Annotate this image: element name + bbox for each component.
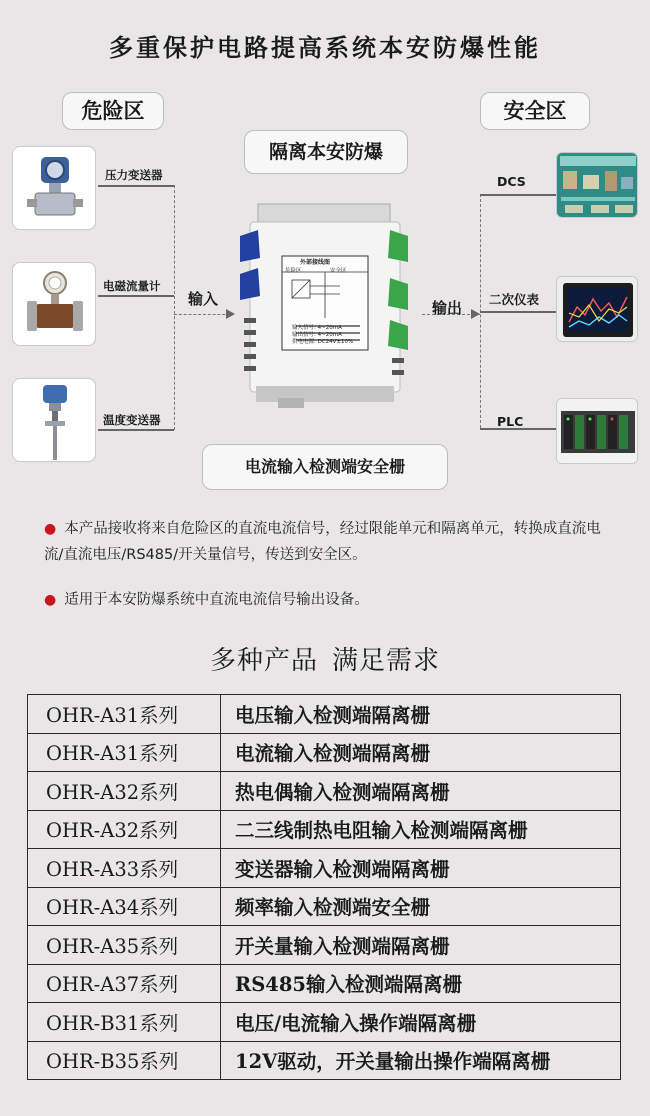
module-hazard-label: 危险区 xyxy=(285,268,302,274)
input-label-temperature: 温度变送器 xyxy=(103,413,161,427)
hazard-zone-label: 危险区 xyxy=(62,92,164,130)
connector-line xyxy=(480,194,556,196)
bullet-dot-icon: ● xyxy=(44,521,57,537)
table-row xyxy=(28,926,621,965)
series-cell: OHR-A31系列 xyxy=(28,733,221,772)
module-spec-line: 输出信号: 4~20mA xyxy=(292,332,342,338)
product-section-title: 多种产品 满足需求 xyxy=(209,646,441,676)
series-cell: OHR-A37系列 xyxy=(28,964,221,1003)
description-cell: 变送器输入检测端隔离栅 xyxy=(221,849,621,888)
description-cell: 热电偶输入检测端隔离栅 xyxy=(221,772,621,811)
table-row xyxy=(28,1041,621,1080)
connector-line xyxy=(480,311,556,313)
dcs-screen-icon xyxy=(556,152,638,218)
module-spec-line: 供电电源: DC24V±10% xyxy=(292,339,354,345)
module-safe-label: 安全区 xyxy=(330,268,347,274)
table-row xyxy=(28,849,621,888)
connector-line xyxy=(98,429,174,431)
arrow-right-icon xyxy=(471,309,480,319)
description-cell: 电压/电流输入操作端隔离栅 xyxy=(221,1003,621,1042)
table-row xyxy=(28,772,621,811)
bullet-item: ● 本产品接收将来自危险区的直流电流信号，经过限能单元和隔离单元，转换成直流电流/直流电压/RS485/开关量信号，传送到安全区。 xyxy=(44,521,601,563)
description-cell: 频率输入检测端安全栅 xyxy=(221,887,621,926)
electromagnetic-flowmeter-icon xyxy=(12,262,96,346)
output-io-label: 输出 xyxy=(432,299,463,317)
page-title: 多重保护电路提高系统本安防爆性能 xyxy=(109,34,541,62)
output-label-plc: PLC xyxy=(497,414,524,429)
output-label-secondary-instrument: 二次仪表 xyxy=(489,292,540,307)
arrow-right-icon xyxy=(226,309,235,319)
output-label-dcs: DCS xyxy=(497,174,526,189)
module-diagram-title: 外部接线图 xyxy=(300,259,331,266)
safe-zone-label: 安全区 xyxy=(480,92,590,130)
series-cell: OHR-A31系列 xyxy=(28,695,221,734)
table-row xyxy=(28,733,621,772)
isolation-module xyxy=(236,200,412,412)
description-cell: 12V驱动，开关量输出操作端隔离栅 xyxy=(221,1041,621,1080)
description-cell: 电压输入检测端隔离栅 xyxy=(221,695,621,734)
table-row xyxy=(28,964,621,1003)
bullet-item: ● 适用于本安防爆系统中直流电流信号输出设备。 xyxy=(44,592,369,608)
bullet-dot-icon: ● xyxy=(44,592,57,608)
description-cell: 开关量输入检测端隔离栅 xyxy=(221,926,621,965)
temperature-transmitter-icon xyxy=(12,378,96,462)
product-name-label: 电流输入检测端安全栅 xyxy=(202,444,448,490)
connector-line xyxy=(98,185,174,187)
input-io-label: 输入 xyxy=(188,290,219,308)
isolation-label: 隔离本安防爆 xyxy=(244,130,408,174)
connector-line xyxy=(174,314,230,315)
module-spec-line: 输入信号: 4~20mA xyxy=(292,325,342,331)
series-cell: OHR-B31系列 xyxy=(28,1003,221,1042)
description-cell: 二三线制热电阻输入检测端隔离栅 xyxy=(221,810,621,849)
product-table xyxy=(27,694,621,1080)
series-cell: OHR-A35系列 xyxy=(28,926,221,965)
series-cell: OHR-A34系列 xyxy=(28,887,221,926)
description-cell: RS485输入检测端隔离栅 xyxy=(221,964,621,1003)
series-cell: OHR-A33系列 xyxy=(28,849,221,888)
series-cell: OHR-A32系列 xyxy=(28,772,221,811)
connector-line xyxy=(98,295,174,297)
plc-rack-icon xyxy=(556,398,638,464)
table-row xyxy=(28,810,621,849)
table-row xyxy=(28,695,621,734)
series-cell: OHR-A32系列 xyxy=(28,810,221,849)
input-label-pressure: 压力变送器 xyxy=(105,168,163,182)
table-row xyxy=(28,887,621,926)
pressure-transmitter-icon xyxy=(12,146,96,230)
connector-line xyxy=(174,185,175,430)
table-row xyxy=(28,1003,621,1042)
input-label-flowmeter: 电磁流量计 xyxy=(103,279,161,293)
description-cell: 电流输入检测端隔离栅 xyxy=(221,733,621,772)
series-cell: OHR-B35系列 xyxy=(28,1041,221,1080)
secondary-instrument-icon xyxy=(556,276,638,342)
